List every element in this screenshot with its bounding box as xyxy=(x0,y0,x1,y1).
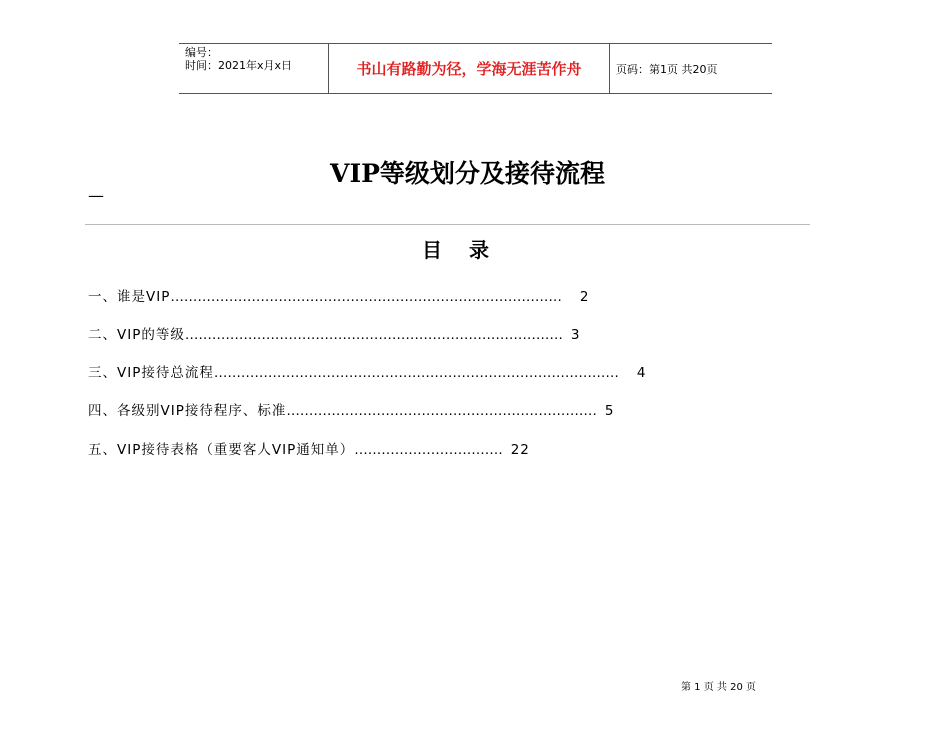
title-dash: — xyxy=(88,186,104,205)
toc-entry[interactable] xyxy=(88,285,589,305)
toc-entry-leader: …………………………………………………………… xyxy=(286,403,597,419)
header-motto: 书山有路勤为径，学海无涯苦作舟 xyxy=(329,44,610,93)
footer-page-number: 第 1 页 共 20 页 xyxy=(681,682,756,693)
document-title: VIP等级划分及接待流程 xyxy=(330,159,605,188)
number-label: 编号： xyxy=(185,46,218,59)
toc-entry-page: 4 xyxy=(636,365,647,381)
toc-heading: 目 录 xyxy=(422,238,499,262)
page-header-table xyxy=(179,43,772,94)
toc-entry-label: 五、VIP接待表格（重要客人VIP通知单） xyxy=(88,442,355,458)
toc-entry-page: 3 xyxy=(570,327,581,343)
toc-entry-page: 22 xyxy=(510,442,530,458)
divider-line xyxy=(85,224,810,225)
toc-entry-leader: …………………………… xyxy=(354,442,503,458)
toc-entry-leader: …………………………………………………………………………… xyxy=(170,289,562,305)
toc-entry-label: 三、VIP接待总流程 xyxy=(88,365,214,381)
toc-entry[interactable] xyxy=(88,361,646,381)
toc-entry-leader: ……………………………………………………………………………… xyxy=(213,365,619,381)
toc-entry[interactable] xyxy=(88,438,530,458)
time-label: 时间：2021年x月x日 xyxy=(185,59,293,72)
toc-entry-label: 四、各级别VIP接待程序、标准 xyxy=(88,403,287,419)
header-meta-cell xyxy=(179,44,329,93)
toc-entry-page: 5 xyxy=(604,403,615,419)
toc-entry-label: 一、谁是VIP xyxy=(88,289,171,305)
header-page-label: 页码：第1页 共20页 xyxy=(616,62,718,76)
toc-entry-page: 2 xyxy=(579,289,590,305)
toc-entry[interactable] xyxy=(88,399,614,419)
toc-entry[interactable] xyxy=(88,323,580,343)
toc-entry-leader: ………………………………………………………………………… xyxy=(184,327,563,343)
toc-entry-label: 二、VIP的等级 xyxy=(88,327,185,343)
